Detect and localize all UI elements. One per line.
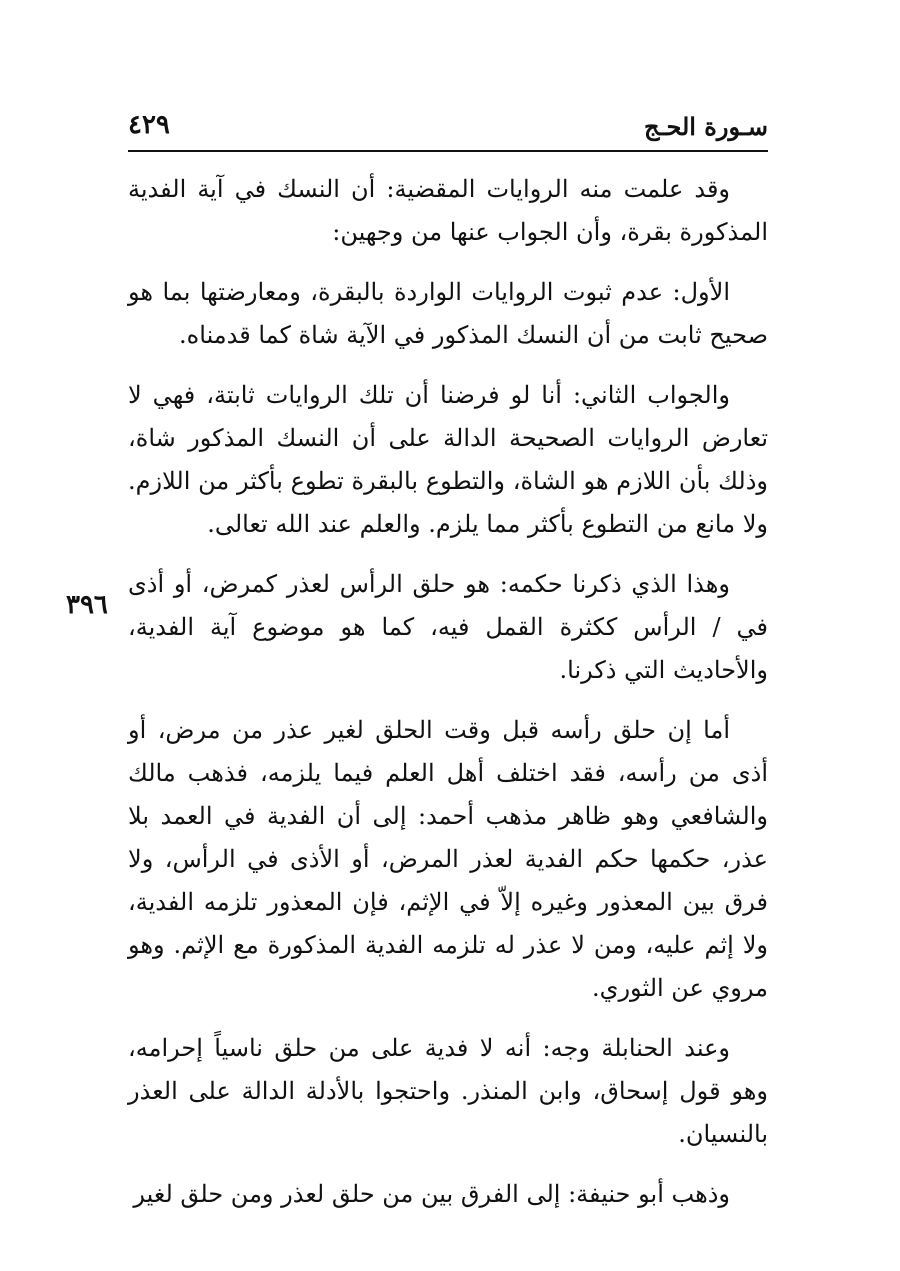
main-text <box>128 168 768 1233</box>
paragraph: وقد علمت منه الروايات المقضية: أن النسك في آية الفدية المذكورة بقرة، وأن الجواب عنها من وجهين: <box>128 175 768 246</box>
page-number: ٤٢٩ <box>128 110 170 140</box>
paragraph: وهذا الذي ذكرنا حكمه: هو حلق الرأس لعذر كمرض، أو أذى في / الرأس ككثرة القمل فيه، كما هو موضوع آية الفدية، والأحاديث التي ذكرنا. <box>128 570 768 684</box>
paragraph: الأول: عدم ثبوت الروايات الواردة بالبقرة، ومعارضتها بما هو صحيح ثابت من أن النسك المذكور في الآية شاة كما قدمناه. <box>128 278 768 349</box>
surah-title: سـورة الحـج <box>643 112 768 141</box>
page-header <box>128 104 768 152</box>
paragraph: أما إن حلق رأسه قبل وقت الحلق لغير عذر من مرض، أو أذى من رأسه، فقد اختلف أهل العلم فيما يلزمه، فذهب مالك والشافعي وهو ظاهر مذهب أحمد: إلى أن الفدية في العمد بلا عذر، حكمها حكم الفدية لعذر المرض، أو الأذى في الرأس، ولا فرق بين المعذور وغيره إلاّ في الإثم، فإن المعذور تلزمه الفدية، ولا إثم عليه، ومن لا عذر له تلزمه الفدية المذكورة مع الإثم. وهو مروي عن الثوري. <box>128 716 768 1002</box>
paragraph: وعند الحنابلة وجه: أنه لا فدية على من حلق ناسياً إحرامه، وهو قول إسحاق، وابن المنذر. واحتجوا بالأدلة الدالة على العذر بالنسيان. <box>128 1034 768 1148</box>
margin-page-reference: ٣٩٦ <box>66 590 108 620</box>
paragraph: وذهب أبو حنيفة: إلى الفرق بين من حلق لعذر ومن حلق لغير <box>133 1180 730 1208</box>
paragraph: والجواب الثاني: أنا لو فرضنا أن تلك الروايات ثابتة، فهي لا تعارض الروايات الصحيحة الدالة على أن النسك المذكور شاة، وذلك بأن اللازم هو الشاة، والتطوع بالبقرة تطوع بأكثر من اللازم. ولا مانع من التطوع بأكثر مما يلزم. والعلم عند الله تعالى. <box>128 381 768 538</box>
